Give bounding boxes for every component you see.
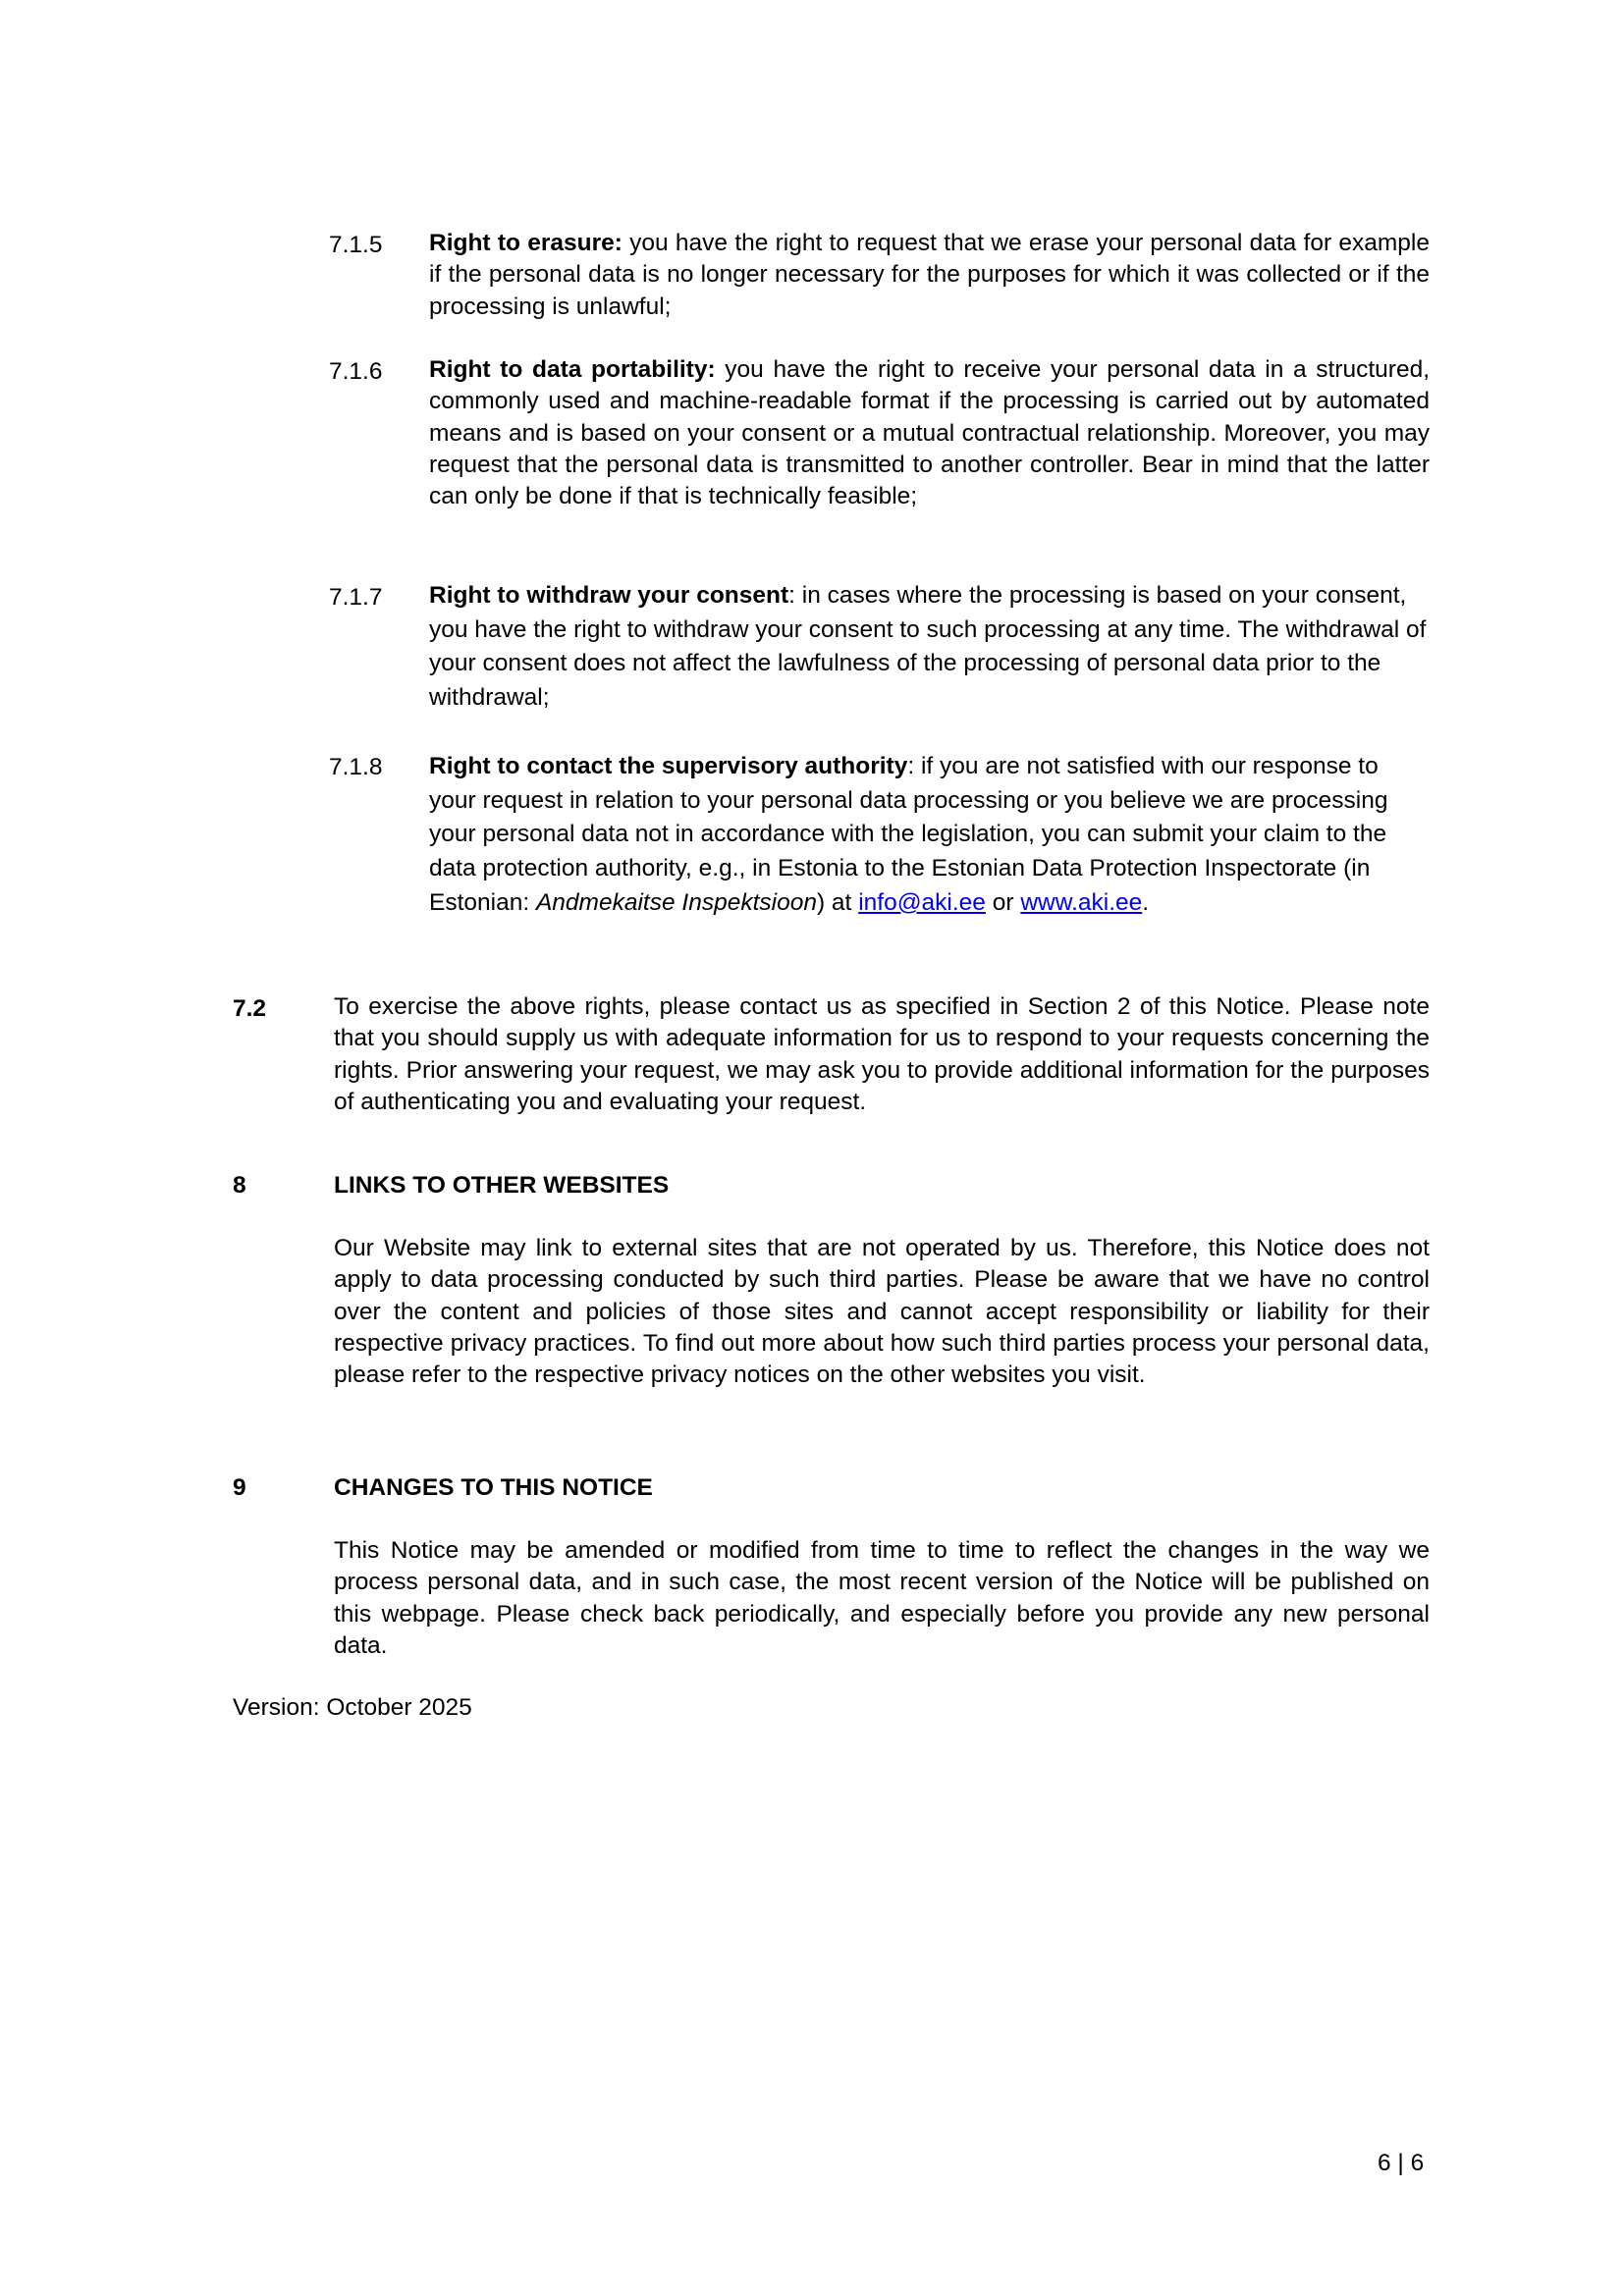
item-body: : if you are not satisfied with our response to your request in relation to your personal data processing or you believe we are processing your personal data not in accordance with the legislation, you can submit your claim to the data protection authority, e.g., in Estonia to the Estonian Data Protection Inspectorate (in Estonian: (429, 753, 1388, 916)
email-link[interactable]: info@aki.ee (858, 888, 986, 916)
item-text: or (985, 888, 1021, 916)
section-number: 9 (233, 1474, 246, 1501)
item-body: you have the right to request that we erase your personal data for example if the personal data is no longer necessary for the purposes for which it was collected or if the processing is unlawful; (429, 230, 1430, 320)
section-number: 8 (233, 1172, 246, 1199)
section-heading: LINKS TO OTHER WEBSITES (334, 1172, 670, 1199)
item-title: Right to withdraw your consent (429, 582, 789, 609)
item-number: 7.1.7 (329, 584, 383, 611)
right-to-withdraw-consent-item (429, 579, 1440, 716)
website-link[interactable]: www.aki.ee (1020, 888, 1143, 916)
item-title: Right to contact the supervisory authority (429, 753, 908, 779)
italic-estonian-name: Andmekaitse Inspektsioon (535, 888, 817, 916)
right-to-erasure-item (429, 228, 1430, 323)
section-7-2-paragraph: To exercise the above rights, please contact us as specified in Section 2 of this Notice. Please note that you should supply us with adequate information for us to respond to your requests concerning the rights. Prior answering your request, we may ask you to provide additional information for the purposes of authenticating you and evaluating your request. (334, 993, 1430, 1115)
right-to-contact-authority-item (429, 750, 1421, 921)
section-number: 7.2 (233, 995, 267, 1022)
section-heading: CHANGES TO THIS NOTICE (334, 1474, 653, 1501)
right-to-data-portability-item (429, 354, 1430, 512)
item-text: ) at (816, 888, 859, 916)
item-number: 7.1.6 (329, 358, 383, 385)
item-text: . (1142, 888, 1150, 916)
item-body: : in cases where the processing is based on your consent, you have the right to withdraw your consent to such processing at any time. The withdrawal of your consent does not affect the lawfulness of the processing of personal data prior to the withdrawal; (429, 582, 1427, 712)
item-title: Right to erasure: (429, 230, 623, 256)
section-8-paragraph: Our Website may link to external sites that are not operated by us. Therefore, this Notice does not apply to data processing conducted by such third parties. Please be aware that we have no control over the content and policies of those sites and cannot accept responsibility or liability for their respective privacy practices. To find out more about how such third parties process your personal data, please refer to the respective privacy notices on the other websites you visit. (334, 1235, 1430, 1389)
item-number: 7.1.8 (329, 754, 383, 780)
item-title: Right to data portability: (429, 356, 716, 383)
page-number: 6 | 6 (1378, 2150, 1425, 2176)
version-label: Version: October 2025 (233, 1694, 472, 1721)
item-number: 7.1.5 (329, 232, 383, 258)
item-body: you have the right to receive your personal data in a structured, commonly used and machine-readable format if the processing is carried out by automated means and is based on your consent or a mutual contractual relationship. Moreover, you may request that the personal data is transmitted to another controller. Bear in mind that the latter can only be done if that is technically feasible; (429, 356, 1431, 510)
section-9-paragraph: This Notice may be amended or modified from time to time to reflect the changes in the way we process personal data, and in such case, the most recent version of the Notice will be published on this webpage. Please check back periodically, and especially before you provide any new personal data. (334, 1537, 1430, 1659)
